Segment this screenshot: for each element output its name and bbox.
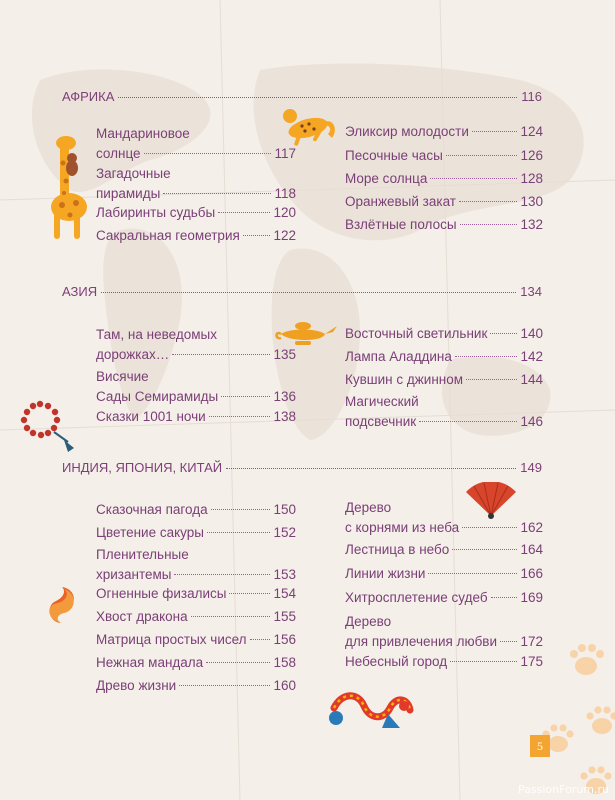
toc-entry[interactable] <box>345 169 543 189</box>
entry-page: 120 <box>273 205 296 220</box>
section-page: 116 <box>521 89 542 104</box>
entry-title: Мандариновое <box>96 126 190 141</box>
entry-title: для привлечения любви <box>345 634 498 649</box>
toc-entry[interactable] <box>96 607 296 627</box>
entry-title: Сакральная геометрия <box>96 228 240 243</box>
entry-title: хризантемы <box>96 567 172 582</box>
dot-leader <box>221 396 270 397</box>
entry-title: Песочные часы <box>345 148 443 163</box>
paw-prints-icon <box>540 640 615 800</box>
dot-leader <box>472 131 518 132</box>
toc-entry[interactable] <box>345 122 543 142</box>
entry-page: 156 <box>273 632 296 647</box>
dot-leader <box>430 178 517 179</box>
dot-leader <box>207 532 270 533</box>
entry-page: 118 <box>274 186 296 201</box>
entry-title: Пленительные <box>96 547 189 562</box>
entry-title: Дерево <box>345 500 392 515</box>
entry-page: 132 <box>520 217 543 232</box>
toc-entry[interactable] <box>96 407 296 427</box>
entry-page: 140 <box>520 326 543 341</box>
entry-title: Цветение сакуры <box>96 525 204 540</box>
dot-leader <box>250 639 271 640</box>
toc-entry[interactable] <box>96 676 296 696</box>
entry-page: 135 <box>273 347 296 362</box>
toc-entry[interactable] <box>96 630 296 650</box>
entry-title: Восточный светильник <box>345 326 488 341</box>
entry-title: Оранжевый закат <box>345 194 456 209</box>
entry-page: 146 <box>520 414 543 429</box>
dot-leader <box>452 549 517 550</box>
section-page: 149 <box>520 460 542 475</box>
section-header-india-japan-china[interactable] <box>62 460 542 478</box>
entry-page: 152 <box>273 525 296 540</box>
dot-leader <box>462 527 517 528</box>
toc-entry[interactable] <box>96 500 296 520</box>
dot-leader <box>172 354 270 355</box>
dot-leader <box>459 201 517 202</box>
toc-entry[interactable] <box>96 203 296 223</box>
toc-entry[interactable] <box>345 612 543 652</box>
entry-title: Сады Семирамиды <box>96 389 219 404</box>
dragon-icon <box>328 684 414 740</box>
section-title: ИНДИЯ, ЯПОНИЯ, КИТАЙ <box>62 460 223 475</box>
toc-entry[interactable] <box>96 584 296 604</box>
entry-page: 136 <box>273 389 296 404</box>
dot-leader <box>209 416 271 417</box>
dot-leader <box>500 641 517 642</box>
dot-leader <box>460 224 518 225</box>
page-number: 5 <box>530 735 550 757</box>
dot-leader <box>229 593 270 594</box>
entry-title: Нежная мандала <box>96 655 204 670</box>
entry-title: Матрица простых чисел <box>96 632 247 647</box>
dot-leader <box>163 193 271 194</box>
dot-leader <box>491 597 518 598</box>
dot-leader <box>455 356 518 357</box>
entry-title: Висячие <box>96 369 149 384</box>
entry-title: Огненные физалисы <box>96 586 227 601</box>
entry-page: 126 <box>520 148 543 163</box>
entry-title: Лабиринты судьбы <box>96 205 216 220</box>
entry-page: 160 <box>273 678 296 693</box>
toc-entry[interactable] <box>345 192 543 212</box>
entry-title: Море солнца <box>345 171 428 186</box>
entry-title: Хвост дракона <box>96 609 188 624</box>
toc-entry[interactable] <box>96 226 296 246</box>
toc-entry[interactable] <box>96 325 296 365</box>
toc-entry[interactable] <box>345 540 543 560</box>
dot-leader <box>466 379 517 380</box>
toc-entry[interactable] <box>345 588 543 608</box>
dot-leader <box>450 661 517 662</box>
entry-title: пирамиды <box>96 186 161 201</box>
section-title: АФРИКА <box>62 89 115 104</box>
entry-title: Загадочные <box>96 166 171 181</box>
dot-leader <box>174 574 270 575</box>
dot-leader <box>428 573 517 574</box>
entry-page: 175 <box>520 654 543 669</box>
giraffe-monkey-icon <box>42 133 92 243</box>
folding-fan-icon <box>462 482 520 522</box>
entry-title: Линии жизни <box>345 566 426 581</box>
dot-leader <box>226 468 516 469</box>
dot-leader <box>243 235 271 236</box>
entry-page: 166 <box>520 566 543 581</box>
entry-title: с корнями из неба <box>345 520 460 535</box>
entry-title: Небесный город <box>345 654 448 669</box>
dot-leader <box>206 662 270 663</box>
toc-entry[interactable] <box>345 347 543 367</box>
entry-page: 117 <box>274 146 296 161</box>
dot-leader <box>419 421 517 422</box>
toc-entry[interactable] <box>345 392 543 432</box>
entry-page: 122 <box>273 228 296 243</box>
toc-entry[interactable] <box>345 146 543 166</box>
entry-page: 138 <box>273 409 296 424</box>
entry-title: солнце <box>96 146 141 161</box>
entry-title: дорожках… <box>96 347 170 362</box>
entry-title: Дерево <box>345 614 392 629</box>
entry-title: Взлётные полосы <box>345 217 457 232</box>
entry-page: 162 <box>520 520 543 535</box>
toc-entry[interactable] <box>96 523 296 543</box>
entry-title: Лампа Аладдина <box>345 349 452 364</box>
toc-entry[interactable] <box>345 370 543 390</box>
toc-entry[interactable] <box>96 124 296 164</box>
entry-title: Сказочная пагода <box>96 502 208 517</box>
entry-page: 164 <box>520 542 543 557</box>
entry-page: 153 <box>273 567 296 582</box>
dot-leader <box>101 292 516 293</box>
toc-entry[interactable] <box>96 164 296 204</box>
toc-entry[interactable] <box>345 564 543 584</box>
entry-page: 142 <box>520 349 543 364</box>
entry-title: Сказки 1001 ночи <box>96 409 206 424</box>
entry-page: 154 <box>273 586 296 601</box>
dot-leader <box>218 212 270 213</box>
dot-leader <box>490 333 517 334</box>
entry-page: 158 <box>273 655 296 670</box>
toc-entry[interactable] <box>96 653 296 673</box>
prayer-beads-icon <box>12 398 78 454</box>
toc-entry[interactable] <box>345 324 543 344</box>
entry-title: Магический <box>345 394 419 409</box>
dot-leader <box>211 509 271 510</box>
entry-page: 169 <box>520 590 543 605</box>
entry-title: Хитросплетение судеб <box>345 590 488 605</box>
section-header-asia[interactable] <box>62 284 542 302</box>
section-page: 134 <box>520 284 542 299</box>
entry-title: Эликсир молодости <box>345 124 469 139</box>
toc-entry[interactable] <box>345 652 543 672</box>
entry-title: подсвечник <box>345 414 417 429</box>
entry-page: 124 <box>520 124 543 139</box>
leopard-icon <box>276 104 342 152</box>
entry-page: 150 <box>273 502 296 517</box>
entry-page: 128 <box>520 171 543 186</box>
entry-title: Кувшин с джинном <box>345 372 464 387</box>
watermark: PassionForum.ru <box>518 783 609 796</box>
entry-page: 130 <box>520 194 543 209</box>
dot-leader <box>144 153 272 154</box>
toc-entry[interactable] <box>96 367 296 407</box>
entry-page: 144 <box>520 372 543 387</box>
dot-leader <box>179 685 270 686</box>
entry-page: 155 <box>273 609 296 624</box>
toc-entry[interactable] <box>345 215 543 235</box>
dot-leader <box>118 97 517 98</box>
dot-leader <box>446 155 518 156</box>
entry-title: Лестница в небо <box>345 542 450 557</box>
entry-title: Древо жизни <box>96 678 177 693</box>
entry-page: 172 <box>520 634 543 649</box>
magic-lamp-icon <box>273 314 339 350</box>
koi-fish-icon <box>42 583 82 627</box>
section-title: АЗИЯ <box>62 284 98 299</box>
toc-entry[interactable] <box>96 545 296 585</box>
entry-title: Там, на неведомых <box>96 327 217 342</box>
dot-leader <box>191 616 271 617</box>
